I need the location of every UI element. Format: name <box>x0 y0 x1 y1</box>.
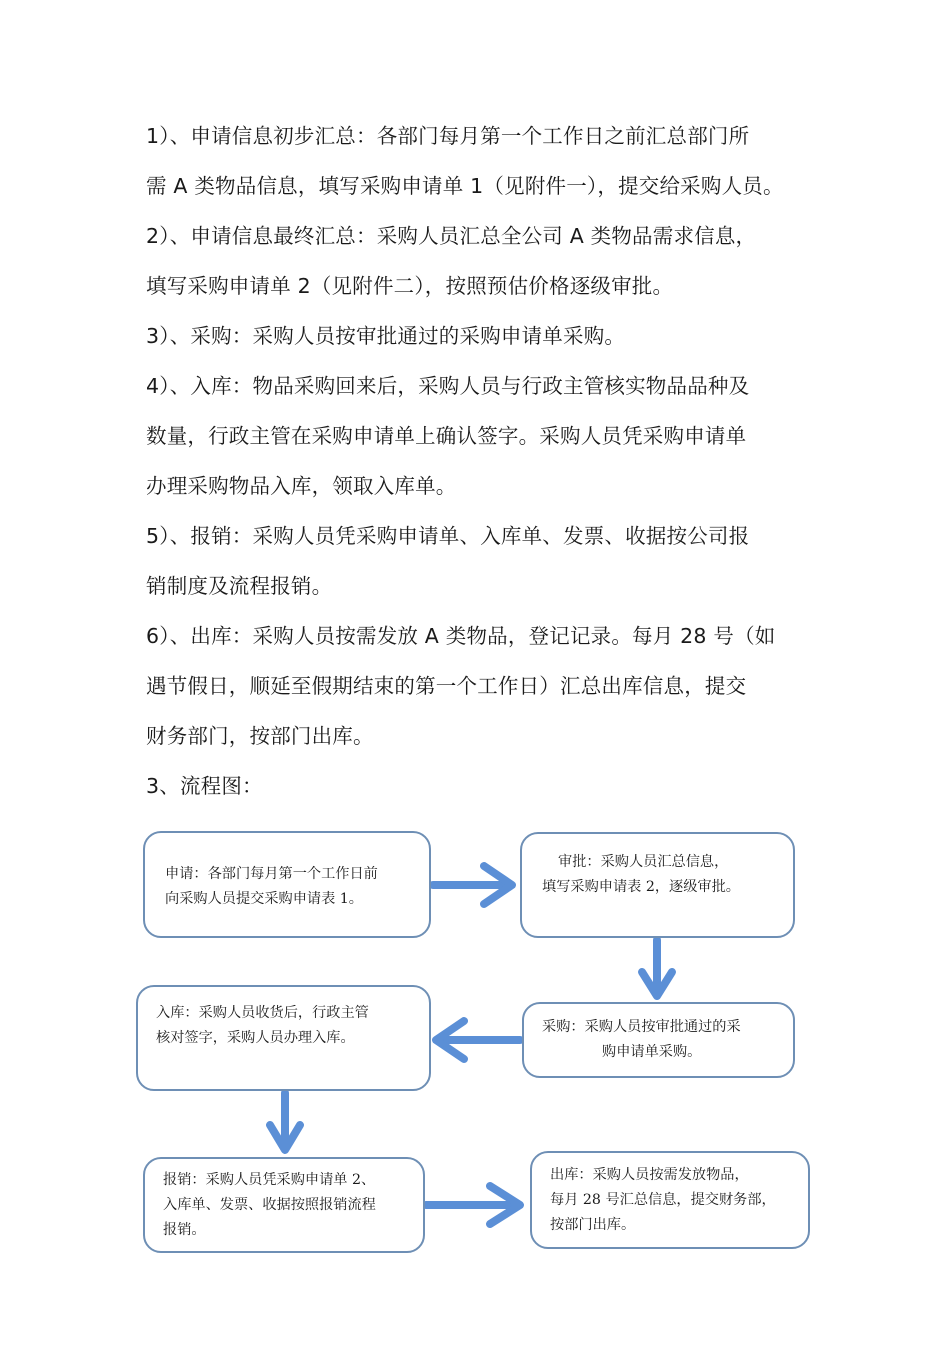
box-text-line: 购申请单采购。 <box>602 1044 702 1060</box>
box-text-line: 审批：采购人员汇总信息， <box>558 854 729 870</box>
box-text-line: 采购：采购人员按审批通过的采 <box>542 1019 741 1035</box>
text-line: 填写采购申请单 2（见附件二），按照预估价格逐级审批。 <box>146 274 674 298</box>
box-text-line: 每月 28 号汇总信息，提交财务部， <box>550 1192 776 1208</box>
flow-box-stock-in <box>136 985 431 1091</box>
text-line: 财务部门，按部门出库。 <box>146 724 374 748</box>
box-text-line: 报销：采购人员凭采购申请单 2、 <box>163 1172 376 1188</box>
arrow-purchase-to-stock-in <box>436 1021 520 1059</box>
flow-box-approve <box>520 832 795 938</box>
box-text-line: 出库：采购人员按需发放物品， <box>550 1167 749 1183</box>
text-line: 需 A 类物品信息，填写采购申请单 1（见附件一），提交给采购人员。 <box>146 174 784 198</box>
flow-box-reimburse <box>143 1157 425 1253</box>
box-text-line: 填写采购申请表 2，逐级审批。 <box>542 879 740 895</box>
flow-box-stock-out <box>530 1151 810 1249</box>
box-text-line: 向采购人员提交采购申请表 1。 <box>165 891 363 907</box>
arrow-apply-to-approve <box>433 866 512 904</box>
box-text-line: 报销。 <box>163 1222 206 1238</box>
text-line: 5）、报销：采购人员凭采购申请单、入库单、发票、收据按公司报 <box>146 524 750 548</box>
text-line: 6）、出库：采购人员按需发放 A 类物品，登记记录。每月 28 号（如 <box>146 624 776 648</box>
text-line: 2）、申请信息最终汇总：采购人员汇总全公司 A 类物品需求信息， <box>146 224 757 248</box>
box-text-line: 申请：各部门每月第一个工作日前 <box>165 866 378 882</box>
text-line: 办理采购物品入库，领取入库单。 <box>146 474 457 498</box>
flow-box-purchase <box>522 1002 795 1078</box>
arrow-stock-in-to-reimburse <box>270 1093 300 1150</box>
text-line: 数量，行政主管在采购申请单上确认签字。采购人员凭采购申请单 <box>146 424 747 448</box>
arrow-approve-to-purchase <box>642 940 672 996</box>
box-text-line: 入库：采购人员收货后，行政主管 <box>156 1005 369 1021</box>
text-line: 销制度及流程报销。 <box>146 574 333 598</box>
text-line: 遇节假日，顺延至假期结束的第一个工作日）汇总出库信息，提交 <box>146 674 747 698</box>
box-text-line: 入库单、发票、收据按照报销流程 <box>163 1197 376 1213</box>
box-text-line: 核对签字，采购人员办理入库。 <box>156 1030 355 1046</box>
box-text-line: 按部门出库。 <box>550 1217 636 1233</box>
text-line: 3、流程图： <box>146 774 263 798</box>
text-line: 4）、入库：物品采购回来后，采购人员与行政主管核实物品品种及 <box>146 374 750 398</box>
text-line: 1）、申请信息初步汇总：各部门每月第一个工作日之前汇总部门所 <box>146 124 750 148</box>
text-line: 3）、采购：采购人员按审批通过的采购申请单采购。 <box>146 324 626 348</box>
flow-box-apply <box>143 831 431 938</box>
arrow-reimburse-to-stock-out <box>426 1186 520 1224</box>
